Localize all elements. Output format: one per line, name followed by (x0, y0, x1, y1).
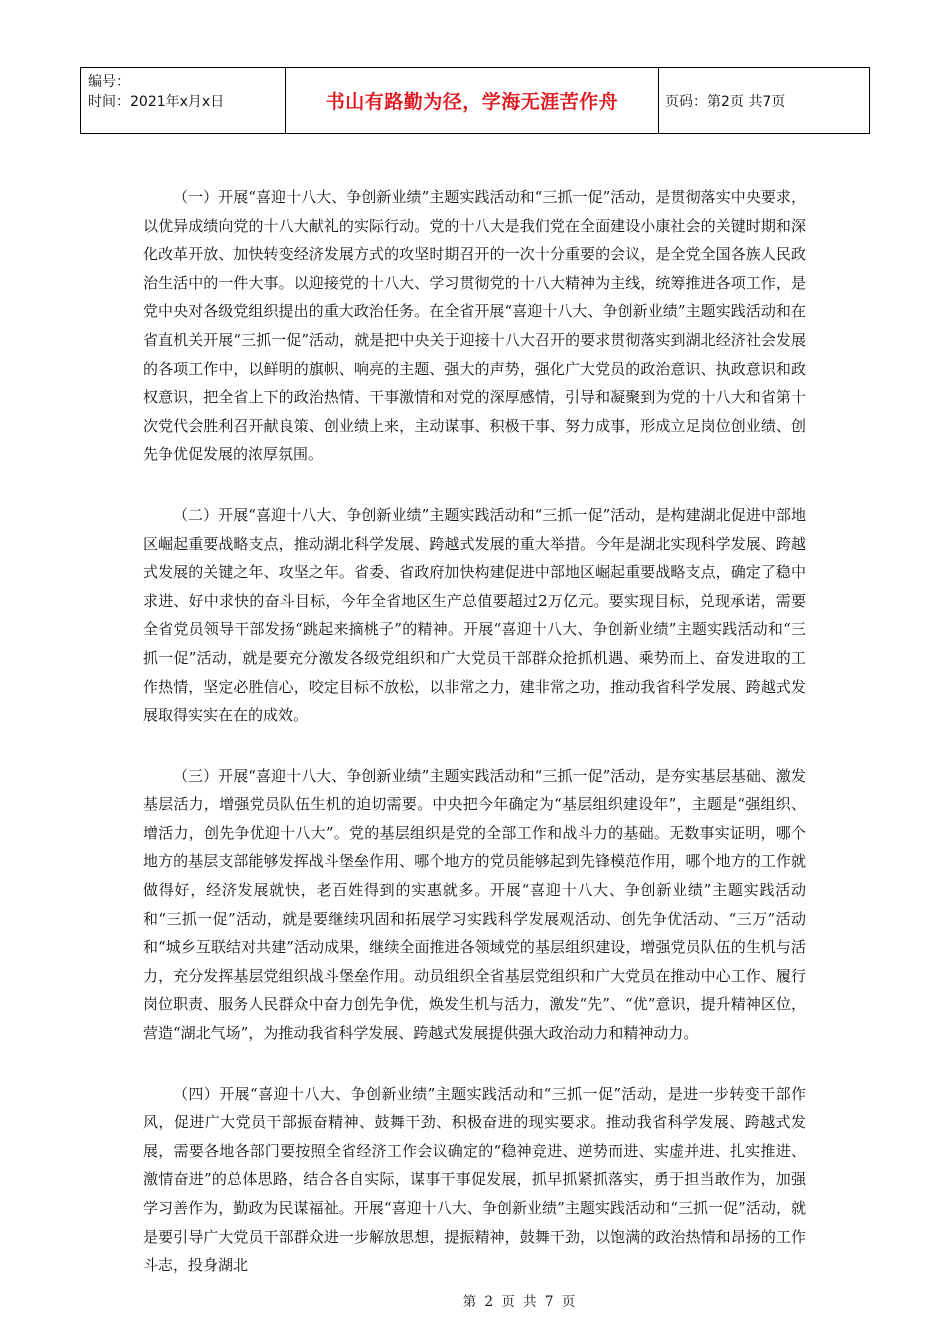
header-info-cell (81, 68, 286, 133)
date-label: 时间：2021年x月x日 (88, 94, 225, 110)
header-page-label: 页码：第2页 共7页 (665, 93, 786, 110)
footer-page-number: 第 2 页 共 7 页 (462, 1294, 578, 1310)
paragraph-1: （一）开展“喜迎十八大、争创新业绩”主题实践活动和“三抓一促”活动，是贯彻落实中央要求，以优异成绩向党的十八大献礼的实际行动。党的十八大是我们党在全面建设小康社会的关键时期和深化改革开放、加快转变经济发展方式的攻坚时期召开的一次十分重要的会议，是全党全国各族人民政治生活中的一件大事。以迎接党的十八大、学习贯彻党的十八大精神为主线，统筹推进各项工作，是党中央对各级党组织提出的重大政治任务。在全省开展“喜迎十八大、争创新业绩”主题实践活动和在省直机关开展“三抓一促”活动，就是把中央关于迎接十八大召开的要求贯彻落实到湖北经济社会发展的各项工作中，以鲜明的旗帜、响亮的主题、强大的声势，强化广大党员的政治意识、执政意识和政权意识，把全省上下的政治热情、干事激情和对党的深厚感情，引导和凝聚到为党的十八大和省第十次党代会胜利召开献良策、创业绩上来，主动谋事、积极干事、努力成事，形成立足岗位创业绩、创先争优促发展的浓厚氛围。 (143, 188, 806, 464)
serial-label: 编号： (88, 74, 130, 90)
document-body (143, 183, 806, 1280)
paragraph-4: （四）开展“喜迎十八大、争创新业绩”主题实践活动和“三抓一促”活动，是进一步转变干部作风，促进广大党员干部振奋精神、鼓舞干劲、积极奋进的现实要求。推动我省科学发展、跨越式发展，需要各地各部门要按照全省经济工作会议确定的“稳神竞进、逆势而进、实虚并进、扎实推进、激情奋进”的总体思路，结合各自实际，谋事干事促发展，抓早抓紧抓落实，勇于担当敢作为，加强学习善作为，勤政为民谋福祉。开展“喜迎十八大、争创新业绩”主题实践活动和“三抓一促”活动，就是要引导广大党员干部群众进一步解放思想，提振精神，鼓舞干劲，以饱满的政治热情和昂扬的工作斗志，投身湖北 (143, 1084, 806, 1275)
header-motto: 书山有路勤为径，学海无涯苦作舟 (286, 68, 659, 133)
header-table (80, 67, 870, 134)
page-footer (0, 1290, 950, 1310)
paragraph-spacer (143, 469, 806, 501)
paragraph-spacer (143, 730, 806, 762)
paragraph-spacer (143, 1048, 806, 1080)
paragraph-2: （二）开展“喜迎十八大、争创新业绩”主题实践活动和“三抓一促”活动，是构建湖北促进中部地区崛起重要战略支点，推动湖北科学发展、跨越式发展的重大举措。今年是湖北实现科学发展、跨越式发展的关键之年、攻坚之年。省委、省政府加快构建促进中部地区崛起重要战略支点，确定了稳中求进、好中求快的奋斗目标，今年全省地区生产总值要超过2万亿元。要实现目标，兑现承诺，需要全省党员领导干部发扬“跳起来摘桃子”的精神。开展“喜迎十八大、争创新业绩”主题实践活动和“三抓一促”活动，就是要充分激发各级党组织和广大党员干部群众抢抓机遇、乘势而上、奋发进取的工作热情，坚定必胜信心，咬定目标不放松，以非常之力，建非常之功，推动我省科学发展、跨越式发展取得实实在在的成效。 (143, 505, 806, 725)
paragraph-3: （三）开展“喜迎十八大、争创新业绩”主题实践活动和“三抓一促”活动，是夯实基层基础、激发基层活力，增强党员队伍生机的迫切需要。中央把今年确定为“基层组织建设年”，主题是“强组织、增活力，创先争优迎十八大”。党的基层组织是党的全部工作和战斗力的基础。无数事实证明，哪个地方的基层支部能够发挥战斗堡垒作用、哪个地方的党员能够起到先锋模范作用，哪个地方的工作就做得好，经济发展就快，老百姓得到的实惠就多。开展“喜迎十八大、争创新业绩”主题实践活动和“三抓一促”活动，就是要继续巩固和拓展学习实践科学发展观活动、创先争优活动、“三万”活动和“城乡互联结对共建”活动成果，继续全面推进各领域党的基层组织建设，增强党员队伍的生机与活力，充分发挥基层党组织战斗堡垒作用。动员组织全省基层党组织和广大党员在推动中心工作、履行岗位职责、服务人民群众中奋力创先争优，焕发生机与活力，激发“先”、“优”意识，提升精神区位，营造“湖北气场”，为推动我省科学发展、跨越式发展提供强大政治动力和精神动力。 (143, 766, 806, 1043)
